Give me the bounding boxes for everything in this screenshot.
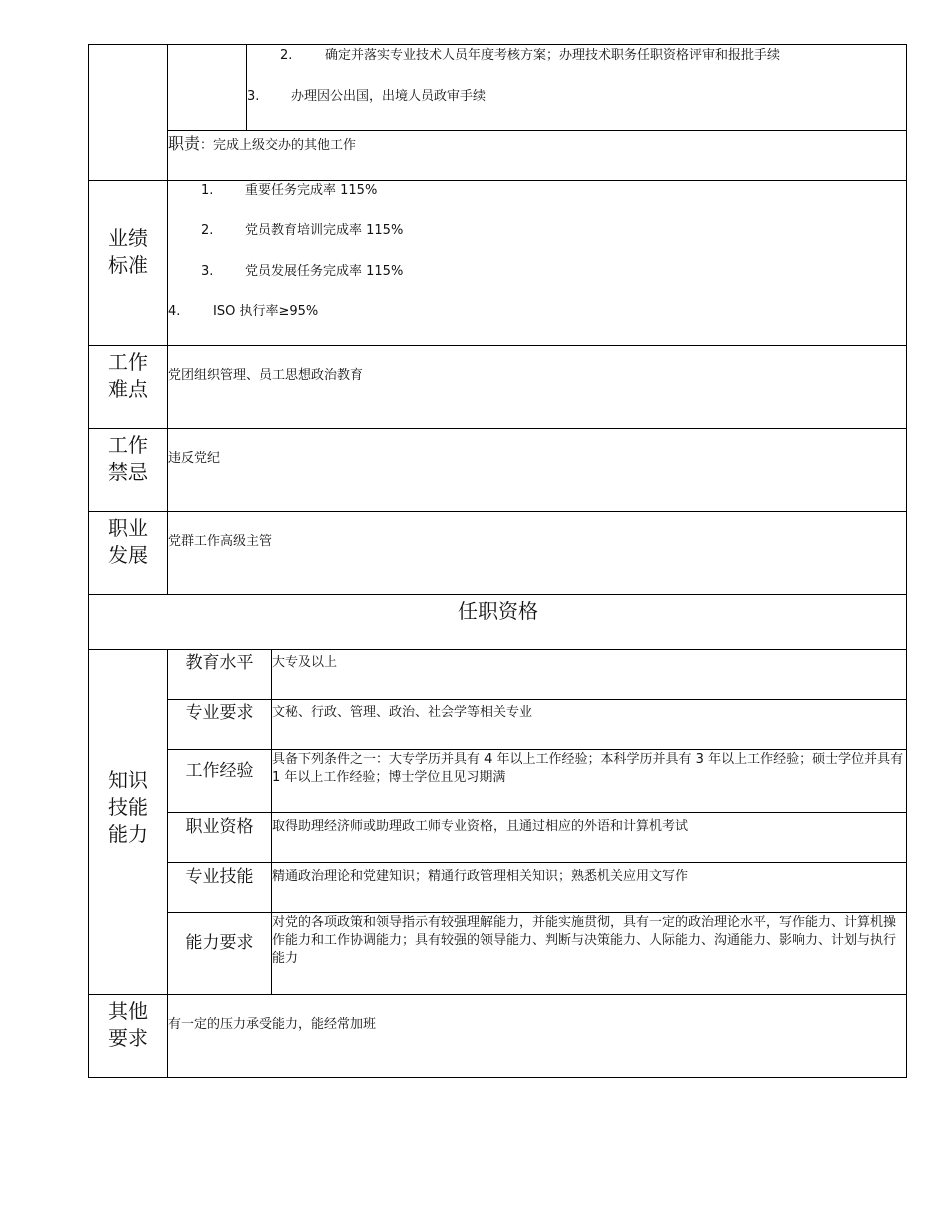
performance-label-line2: 标准: [108, 253, 148, 277]
other-label-line1: 其他: [108, 999, 148, 1023]
performance-item: [201, 263, 403, 281]
skills-text: 精通政治理论和党建知识；精通行政管理相关知识；熟悉机关应用文写作: [272, 869, 689, 884]
certification-text: 取得助理经济师或助理政工师专业资格，且通过相应的外语和计算机考试: [272, 819, 689, 834]
taboo-label-line1: 工作: [108, 433, 148, 457]
performance-item-text: 重要任务完成率 115%: [245, 183, 378, 198]
knowledge-label-line2: 技能: [108, 795, 148, 819]
career-text: 党群工作高级主管: [168, 534, 273, 549]
taboo-label: [89, 432, 167, 486]
knowledge-label-line3: 能力: [108, 822, 148, 846]
career-label: [89, 515, 167, 569]
career-label-line1: 职业: [108, 516, 148, 540]
duty-other-label: 职责: [168, 134, 201, 153]
difficulty-label: [89, 349, 167, 403]
difficulty-text: 党团组织管理、员工思想政治教育: [168, 368, 364, 383]
performance-item-number: 4.: [168, 304, 181, 319]
difficulty-label-line1: 工作: [108, 350, 148, 374]
taboo-label-line2: 禁忌: [108, 460, 148, 484]
duty-item-3: [247, 88, 486, 106]
skills-label: 专业技能: [185, 867, 254, 887]
performance-item-number: 1.: [201, 183, 214, 198]
experience-text: 具备下列条件之一：大专学历并具有 4 年以上工作经验；本科学历并具有 3 年以上工作经验；硕士学位并具有 1 年以上工作经验；博士学位且见习期满: [272, 752, 904, 785]
performance-item: [201, 182, 377, 200]
difficulty-label-line2: 难点: [108, 377, 148, 401]
certification-label: 职业资格: [185, 817, 254, 837]
duty-other-text: ：完成上级交办的其他工作: [200, 138, 357, 153]
performance-item-text: 党员教育培训完成率 115%: [245, 223, 404, 238]
job-description-table: [88, 44, 907, 1078]
performance-label-line1: 业绩: [108, 226, 148, 250]
performance-item-number: 3.: [201, 264, 214, 279]
duty-item-3-text: 办理因公出国，出境人员政审手续: [291, 89, 487, 104]
duty-item-3-number: 3.: [247, 89, 260, 104]
education-text: 大专及以上: [272, 655, 338, 670]
duty-item-2-text: 确定并落实专业技术人员年度考核方案；办理技术职务任职资格评审和报批手续: [325, 48, 781, 63]
performance-item-number: 2.: [201, 223, 214, 238]
education-label: 教育水平: [185, 653, 254, 673]
other-label-line2: 要求: [108, 1026, 148, 1050]
other-text: 有一定的压力承受能力，能经常加班: [168, 1017, 377, 1032]
knowledge-label: [89, 767, 167, 848]
knowledge-label-line1: 知识: [108, 768, 148, 792]
performance-label: [89, 225, 167, 279]
ability-label: 能力要求: [185, 933, 254, 953]
duty-item-2: [280, 47, 780, 65]
duty-other: [168, 135, 356, 155]
performance-item: [168, 303, 318, 321]
major-text: 文秘、行政、管理、政治、社会学等相关专业: [272, 705, 533, 720]
performance-item: [201, 222, 403, 240]
performance-item-text: ISO 执行率≥95%: [213, 304, 319, 319]
experience-label: 工作经验: [185, 761, 254, 781]
taboo-text: 违反党纪: [168, 451, 221, 466]
career-label-line2: 发展: [108, 543, 148, 567]
major-label: 专业要求: [185, 703, 254, 723]
duty-item-2-number: 2.: [280, 48, 293, 63]
performance-item-text: 党员发展任务完成率 115%: [245, 264, 404, 279]
qualification-title: 任职资格: [458, 599, 538, 623]
ability-text: 对党的各项政策和领导指示有较强理解能力，并能实施贯彻，具有一定的政治理论水平，写作能力、计算机操作能力和工作协调能力；具有较强的领导能力、判断与决策能力、人际能力、沟通能力、影响力、计划与执行能力: [272, 915, 897, 966]
other-label: [89, 998, 167, 1052]
